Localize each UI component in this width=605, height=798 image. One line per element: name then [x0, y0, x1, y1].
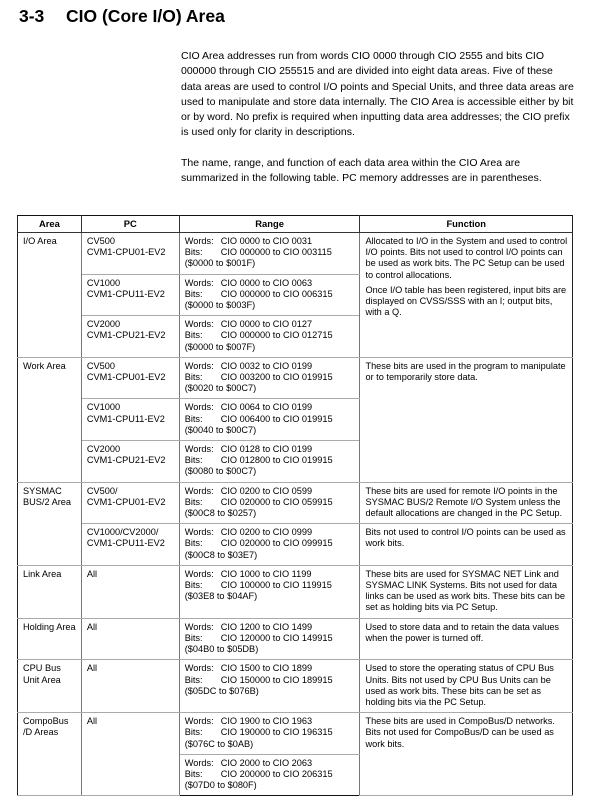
- table-body: [18, 233, 573, 796]
- bits-value: CIO 100000 to CIO 119915: [220, 580, 332, 591]
- pc-model: CV1000/CV2000/: [86, 527, 159, 538]
- bits-label: Bits:: [184, 372, 203, 383]
- pc-cell: [81, 618, 179, 660]
- function-text: These bits are used in CompoBus/D networks. Bits not used for CompoBus/D can be used as work bits.: [365, 716, 555, 749]
- words-label: Words:: [184, 402, 214, 413]
- range-cell: [179, 524, 360, 566]
- range-words: [185, 236, 357, 247]
- memory-address: ($03E8 to $04AF): [184, 591, 258, 602]
- range-cell: [179, 618, 360, 660]
- range-cell: [179, 441, 360, 483]
- function-cell: [360, 660, 573, 713]
- words-value: CIO 0064 to CIO 0199: [220, 402, 313, 413]
- pc-model: CV2000: [86, 319, 121, 330]
- pc-model: CV500: [86, 360, 115, 371]
- function-text: Allocated to I/O in the System and used to control I/O points. Bits not used to control I/O points can be used as work bits. The PC Setup can be used to control allocations.: [365, 236, 568, 280]
- function-text: These bits are used for remote I/O points in the SYSMAC BUS/2 Remote I/O System unless the default allocations are changed in the PC Setup.: [365, 485, 563, 519]
- pc-cell: [81, 441, 179, 483]
- range-cell: [179, 233, 360, 275]
- pc-cell: [81, 565, 179, 618]
- memory-address: ($076C to $0AB): [184, 738, 254, 749]
- bits-label: Bits:: [184, 496, 203, 507]
- memory-address: ($0080 to $00C7): [184, 466, 257, 477]
- words-label: Words:: [184, 277, 214, 288]
- range-words: [185, 402, 357, 413]
- memory-address: ($0000 to $003F): [184, 300, 256, 311]
- range-cell: [179, 316, 360, 358]
- pc-model: CV1000: [86, 402, 121, 413]
- table-row: [18, 357, 573, 399]
- range-words: [185, 278, 357, 289]
- pc-model: CVM1-CPU11-EV2: [86, 538, 165, 549]
- words-value: CIO 0128 to CIO 0199: [220, 444, 313, 455]
- pc-cell: [81, 233, 179, 275]
- words-label: Words:: [184, 527, 214, 538]
- function-text: These bits are used for SYSMAC NET Link and SYSMAC LINK Systems. Bits not used for data links can be used as work bits. These bits can be set as holding bits via PC Setup.: [365, 568, 565, 613]
- memory-address: ($00C8 to $0257): [184, 508, 257, 519]
- range-cell: [179, 754, 360, 796]
- bits-value: CIO 120000 to CIO 149915: [220, 632, 333, 643]
- bits-value: CIO 200000 to CIO 206315: [220, 768, 333, 779]
- memory-address: ($0040 to $00C7): [184, 424, 257, 435]
- area-cell: SYSMAC BUS/2 Area: [18, 482, 82, 565]
- header-range: Range: [179, 216, 360, 233]
- memory-address: ($0020 to $00C7): [184, 383, 257, 394]
- bits-value: CIO 000000 to CIO 012715: [220, 330, 333, 341]
- words-label: Words:: [184, 716, 214, 727]
- pc-cell: [81, 316, 179, 358]
- bits-label: Bits:: [184, 455, 203, 466]
- bits-label: Bits:: [184, 727, 203, 738]
- words-label: Words:: [184, 444, 214, 455]
- bits-value: CIO 003200 to CIO 019915: [220, 372, 333, 383]
- area-cell: CPU Bus Unit Area: [18, 660, 82, 713]
- pc-cell: [81, 482, 179, 524]
- pc-model: CVM1-CPU01-EV2: [86, 496, 166, 507]
- pc-model: CVM1-CPU01-EV2: [86, 247, 166, 258]
- pc-cell: [81, 399, 179, 441]
- words-value: CIO 1200 to CIO 1499: [220, 621, 313, 632]
- memory-address: ($00C8 to $03E7): [184, 549, 258, 560]
- function-cell: [360, 618, 573, 660]
- bits-value: CIO 190000 to CIO 196315: [220, 727, 333, 738]
- pc-model: All: [86, 663, 98, 674]
- bits-value: CIO 006400 to CIO 019915: [220, 413, 333, 424]
- range-bits: [185, 455, 357, 466]
- range-cell: [179, 565, 360, 618]
- table-row: [18, 618, 573, 660]
- header-area: Area: [18, 216, 82, 233]
- bits-label: Bits:: [184, 330, 203, 341]
- section-number: 3-3: [19, 6, 45, 26]
- words-value: CIO 0200 to CIO 0999: [220, 527, 313, 538]
- range-bits: [185, 727, 357, 738]
- words-value: CIO 1500 to CIO 1899: [220, 663, 313, 674]
- memory-address: ($05DC to $076B): [184, 685, 259, 696]
- range-cell: [179, 274, 360, 316]
- pc-cell: [81, 713, 179, 796]
- table-row: [18, 713, 573, 755]
- bits-label: Bits:: [184, 247, 203, 258]
- pc-model: CV500: [86, 236, 115, 246]
- bits-value: CIO 000000 to CIO 006315: [220, 288, 333, 299]
- range-words: [185, 569, 357, 580]
- bits-label: Bits:: [184, 538, 203, 549]
- memory-address: ($0000 to $007F): [184, 341, 256, 352]
- range-bits: [185, 289, 357, 300]
- function-cell: [360, 357, 573, 482]
- range-bits: [185, 247, 357, 258]
- range-cell: [179, 482, 360, 524]
- words-value: CIO 1900 to CIO 1963: [220, 716, 313, 727]
- words-label: Words:: [184, 319, 214, 330]
- range-cell: [179, 399, 360, 441]
- section-heading: [19, 6, 225, 27]
- function-text: Bits not used to control I/O points can be used as work bits.: [365, 527, 566, 549]
- range-bits: [185, 414, 357, 425]
- pc-cell: [81, 357, 179, 399]
- header-pc: PC: [81, 216, 179, 233]
- function-text: Once I/O table has been registered, input bits are displayed on CVSS/SSS with an I; output bits, with a Q.: [365, 284, 567, 318]
- bits-label: Bits:: [184, 580, 203, 591]
- words-label: Words:: [184, 621, 214, 632]
- pc-model: CV2000: [86, 444, 121, 455]
- range-words: [185, 319, 357, 330]
- range-words: [185, 527, 357, 538]
- range-words: [185, 716, 357, 727]
- table-row: [18, 482, 573, 524]
- words-value: CIO 0200 to CIO 0599: [220, 485, 313, 496]
- memory-address: ($07D0 to $080F): [184, 780, 257, 791]
- header-function: Function: [360, 216, 573, 233]
- area-cell: CompoBus /D Areas: [18, 713, 82, 796]
- pc-model: All: [86, 568, 98, 579]
- bits-value: CIO 020000 to CIO 099915: [220, 538, 333, 549]
- pc-model: CVM1-CPU21-EV2: [86, 455, 166, 466]
- table-row: [18, 660, 573, 713]
- function-cell: [360, 524, 573, 566]
- range-words: [185, 758, 357, 769]
- bits-value: CIO 020000 to CIO 059915: [220, 496, 333, 507]
- area-cell: I/O Area: [18, 233, 82, 358]
- memory-address: ($04B0 to $05DB): [184, 644, 259, 655]
- range-bits: [185, 769, 357, 780]
- words-value: CIO 1000 to CIO 1199: [220, 568, 312, 579]
- bits-label: Bits:: [184, 768, 203, 779]
- pc-cell: [81, 274, 179, 316]
- range-bits: [185, 330, 357, 341]
- table-row: [18, 565, 573, 618]
- function-text: Used to store the operating status of CPU Bus Units. Bits not used by CPU Bus Units can be used as work bits. These bits can be set as holding bits via the PC Setup.: [365, 663, 554, 707]
- words-label: Words:: [184, 485, 214, 496]
- pc-model: CVM1-CPU11-EV2: [86, 413, 165, 424]
- memory-address: ($0000 to $001F): [184, 258, 256, 269]
- function-text: These bits are used in the program to manipulate or to temporarily store data.: [365, 360, 566, 383]
- table-row: [18, 524, 573, 566]
- words-value: CIO 0000 to CIO 0063: [220, 277, 313, 288]
- bits-label: Bits:: [184, 288, 203, 299]
- pc-model: CVM1-CPU01-EV2: [86, 372, 166, 383]
- table-row: [18, 233, 573, 275]
- words-label: Words:: [184, 757, 214, 768]
- words-value: CIO 0000 to CIO 0127: [220, 319, 313, 330]
- intro-paragraph: CIO Area addresses run from words CIO 0000 through CIO 2555 and bits CIO 000000 through CIO 255515 and are divided into eight data areas. Five of these data areas are used to control I/O points and Special Units, and three data areas are used to manipulate and store data internally. The CIO Area is accessible either by bit or by word. No prefix is required when inputting data area addresses; the CIO prefix is used only for clarity in descriptions.: [181, 50, 574, 139]
- words-label: Words:: [184, 568, 214, 579]
- area-cell: Link Area: [18, 565, 82, 618]
- function-cell: [360, 233, 573, 358]
- words-label: Words:: [184, 360, 214, 371]
- pc-model: All: [86, 621, 98, 632]
- bits-label: Bits:: [184, 674, 203, 685]
- range-bits: [185, 538, 357, 549]
- range-words: [185, 622, 357, 633]
- range-bits: [185, 372, 357, 383]
- bits-label: Bits:: [184, 632, 203, 643]
- range-bits: [185, 633, 357, 644]
- words-value: CIO 2000 to CIO 2063: [220, 757, 313, 768]
- pc-model: CVM1-CPU11-EV2: [86, 288, 165, 299]
- function-cell: [360, 565, 573, 618]
- range-bits: [185, 580, 357, 591]
- range-words: [185, 663, 357, 674]
- range-words: [185, 361, 357, 372]
- table-header-row: [18, 216, 573, 233]
- pc-model: CV500/: [86, 485, 118, 496]
- function-cell: [360, 713, 573, 796]
- pc-cell: [81, 524, 179, 566]
- bits-value: CIO 150000 to CIO 189915: [220, 674, 333, 685]
- range-cell: [179, 357, 360, 399]
- words-label: Words:: [184, 663, 214, 674]
- range-cell: [179, 713, 360, 755]
- bits-value: CIO 000000 to CIO 003115: [220, 247, 332, 258]
- words-value: CIO 0032 to CIO 0199: [220, 360, 313, 371]
- words-label: Words:: [184, 236, 214, 246]
- words-value: CIO 0000 to CIO 0031: [220, 236, 313, 246]
- range-words: [185, 486, 357, 497]
- pc-model: CV1000: [86, 277, 121, 288]
- pc-model: CVM1-CPU21-EV2: [86, 330, 166, 341]
- bits-label: Bits:: [184, 413, 203, 424]
- range-words: [185, 444, 357, 455]
- pc-model: All: [86, 716, 98, 727]
- function-text: Used to store data and to retain the data values when the power is turned off.: [365, 621, 560, 643]
- cio-area-table: [17, 215, 573, 796]
- intro-paragraph: The name, range, and function of each data area within the CIO Area are summarized in the following table. PC memory addresses are in parentheses.: [181, 156, 542, 185]
- range-bits: [185, 497, 357, 508]
- bits-value: CIO 012800 to CIO 019915: [220, 455, 333, 466]
- range-cell: [179, 660, 360, 713]
- pc-cell: [81, 660, 179, 713]
- area-cell: Work Area: [18, 357, 82, 482]
- area-cell: Holding Area: [18, 618, 82, 660]
- section-title: CIO (Core I/O) Area: [66, 6, 225, 26]
- intro-text: [181, 49, 576, 201]
- range-bits: [185, 675, 357, 686]
- function-cell: [360, 482, 573, 524]
